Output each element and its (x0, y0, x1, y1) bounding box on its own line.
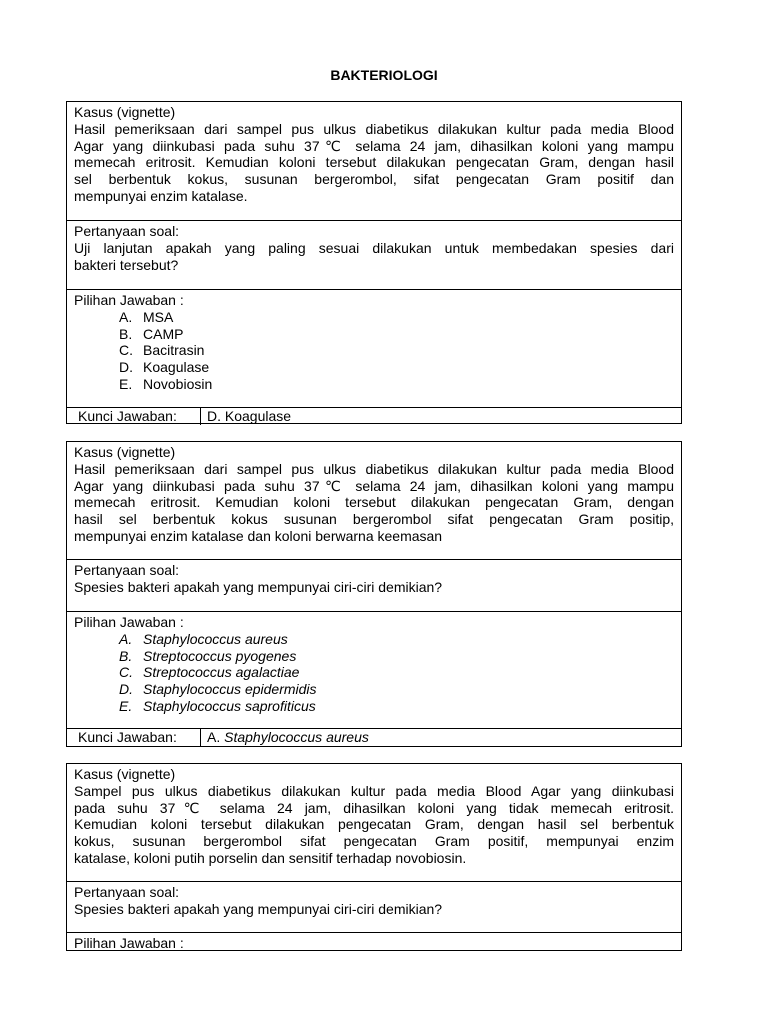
pertanyaan-line: Spesies bakteri apakah yang mempunyai ciri-ciri demikian? (74, 578, 443, 595)
option-item (119, 698, 674, 715)
kasus-line: Agar yang diinkubasi pada suhu 37℃ selama 24 jam, dihasilkan koloni yang mampu (74, 477, 674, 494)
kasus-line: Sampel pus ulkus diabetikus dilakukan kultur pada media Blood Agar yang diinkubasi (74, 782, 674, 799)
kasus-label: Kasus (vignette) (74, 444, 176, 460)
option-letter: C. (119, 664, 133, 681)
kasus-line: Hasil pemeriksaan dari sampel pus ulkus diabetikus dilakukan kultur pada media Blood (74, 120, 674, 137)
pilihan-section (67, 612, 681, 729)
option-text: Koagulase (143, 359, 210, 376)
kasus-line: Agar yang diinkubasi pada suhu 37℃ selama 24 jam, dihasilkan koloni yang mampu (74, 137, 674, 154)
kunci-label: Kunci Jawaban: (67, 729, 201, 746)
pilihan-section (67, 933, 681, 952)
option-letter: D. (119, 359, 133, 376)
page-title: BAKTERIOLOGI (330, 67, 438, 83)
kunci-answer (201, 729, 369, 746)
kunci-row (67, 408, 681, 425)
option-item (119, 326, 674, 343)
options-list (74, 631, 674, 715)
option-text: MSA (143, 308, 174, 325)
kasus-line: Hasil pemeriksaan dari sampel pus ulkus diabetikus dilakukan kultur pada media Blood (74, 460, 674, 477)
kasus-line: sel berbentuk kokus, susunan bergerombol, sifat pengecatan Gram positif dan (74, 171, 674, 188)
option-letter: A. (119, 308, 133, 325)
pilihan-section (67, 290, 681, 408)
pertanyaan-section (67, 882, 681, 933)
kasus-line: memecah eritrosit. Kemudian koloni tersebut dilakukan pengecatan Gram, dengan (74, 494, 674, 511)
option-text: Bacitrasin (143, 342, 205, 359)
pertanyaan-label: Pertanyaan soal: (74, 223, 180, 239)
option-item (119, 342, 674, 359)
kasus-line: memecah eritrosit. Kemudian koloni tersebut dilakukan pengecatan Gram, dengan hasil (74, 154, 674, 171)
kasus-section (67, 764, 681, 882)
kunci-row (67, 729, 681, 746)
option-text: CAMP (143, 325, 184, 342)
question-card-2 (66, 441, 682, 747)
pertanyaan-section (67, 221, 681, 290)
option-item (119, 648, 674, 665)
kasus-section (67, 442, 681, 560)
option-letter: E. (119, 375, 133, 392)
option-text: Streptococcus pyogenes (143, 647, 297, 664)
kasus-line: kokus, susunan bergerombol sifat pengecatan Gram positif, mempunyai enzim (74, 833, 674, 850)
option-letter: E. (119, 697, 133, 714)
option-letter: B. (119, 647, 133, 664)
option-item (119, 664, 674, 681)
kunci-answer-text: Koagulase (224, 408, 292, 424)
pertanyaan-line: bakteri tersebut? (74, 256, 179, 273)
kunci-answer-letter: D. (207, 408, 221, 424)
kasus-line: katalase, koloni putih porselin dan sensitif terhadap novobiosin. (74, 849, 467, 866)
option-letter: A. (119, 630, 133, 647)
kasus-line: mempunyai enzim katalase. (74, 187, 248, 204)
option-letter: B. (119, 325, 133, 342)
option-item (119, 309, 674, 326)
pilihan-label: Pilihan Jawaban : (74, 614, 184, 630)
kasus-label: Kasus (vignette) (74, 104, 176, 120)
pilihan-label: Pilihan Jawaban : (74, 935, 184, 951)
option-item (119, 631, 674, 648)
kasus-line: hasil sel berbentuk kokus susunan bergerombol sifat pengecatan Gram positip, (74, 511, 674, 528)
kasus-label: Kasus (vignette) (74, 766, 176, 782)
pertanyaan-section (67, 560, 681, 612)
option-text: Staphylococcus saprofiticus (143, 697, 316, 714)
option-item (119, 681, 674, 698)
pilihan-label: Pilihan Jawaban : (74, 292, 184, 308)
option-item (119, 376, 674, 393)
question-card-3 (66, 763, 682, 951)
option-text: Staphylococcus aureus (143, 630, 288, 647)
kasus-line: pada suhu 37℃ selama 24 jam, dihasilkan koloni yang tidak memecah eritrosit. (74, 799, 674, 816)
option-item (119, 359, 674, 376)
option-text: Novobiosin (143, 375, 213, 392)
option-text: Streptococcus agalactiae (143, 664, 300, 681)
kasus-section (67, 102, 681, 221)
pertanyaan-line: Spesies bakteri apakah yang mempunyai ciri-ciri demikian? (74, 900, 443, 917)
pertanyaan-label: Pertanyaan soal: (74, 562, 180, 578)
kunci-answer-text: Staphylococcus aureus (224, 729, 369, 745)
pertanyaan-label: Pertanyaan soal: (74, 884, 180, 900)
question-card-1 (66, 101, 682, 424)
option-letter: C. (119, 342, 133, 359)
options-list (74, 309, 674, 393)
kasus-line: mempunyai enzim katalase dan koloni berwarna keemasan (74, 527, 443, 544)
kunci-answer (201, 408, 291, 425)
option-text: Staphylococcus epidermidis (143, 681, 317, 698)
kunci-answer-letter: A. (207, 729, 221, 745)
kasus-line: Kemudian koloni tersebut dilakukan pengecatan Gram, dengan hasil sel berbentuk (74, 816, 674, 833)
pertanyaan-line: Uji lanjutan apakah yang paling sesuai dilakukan untuk membedakan spesies dari (74, 239, 674, 256)
kunci-label: Kunci Jawaban: (67, 408, 201, 425)
option-letter: D. (119, 681, 133, 698)
